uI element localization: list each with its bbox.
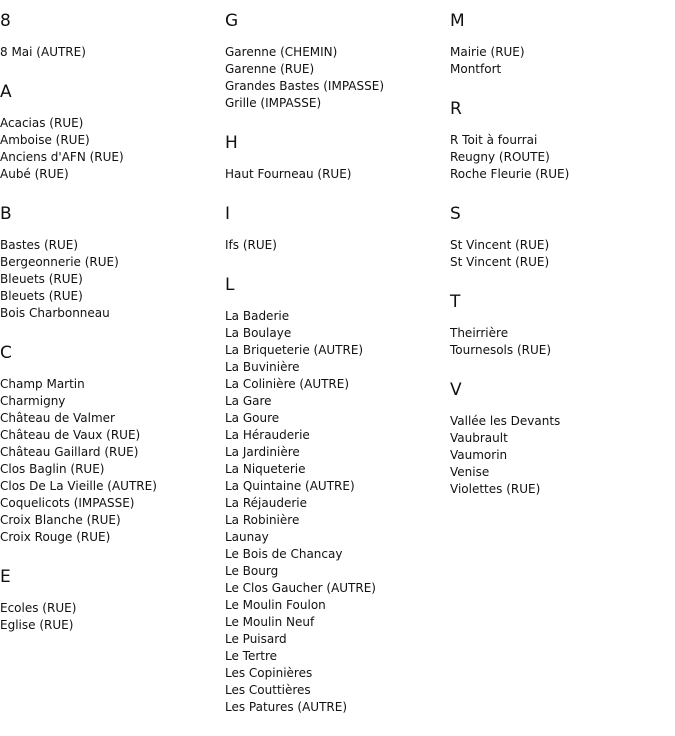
street-name: Grille (IMPASSE): [225, 96, 322, 110]
street-name: Vallée les Devants: [450, 414, 561, 428]
street-list: [0, 115, 225, 183]
street-name: Garenne (CHEMIN): [225, 45, 338, 59]
street-name: La Jardinière: [225, 445, 300, 459]
street-name: R Toit à fourrai: [450, 133, 538, 147]
street-name: La Robinière: [225, 513, 300, 527]
letter-group: [225, 274, 450, 716]
letter-group: [0, 203, 225, 322]
street-name: La Boulaye: [225, 326, 292, 340]
street-name: Les Patures (AUTRE): [225, 700, 348, 714]
street-name: Anciens d'AFN (RUE): [0, 150, 124, 164]
street-name: 8 Mai (AUTRE): [0, 45, 86, 59]
letter-heading: R: [450, 99, 462, 119]
letter-heading: B: [0, 204, 12, 224]
street-name: Reugny (ROUTE): [450, 150, 550, 164]
letter-heading: H: [225, 133, 238, 153]
letter-heading: V: [450, 380, 462, 400]
letter-group: [450, 203, 675, 271]
letter-group: [225, 132, 450, 183]
letter-heading: I: [225, 204, 231, 224]
street-list: [0, 44, 225, 61]
street-name: Le Moulin Neuf: [225, 615, 315, 629]
street-name: Aubé (RUE): [0, 167, 69, 181]
street-name: Le Bois de Chancay: [225, 547, 343, 561]
street-name: La Gare: [225, 394, 272, 408]
letter-group: [450, 379, 675, 498]
letter-group: [450, 291, 675, 359]
street-name: Les Copinières: [225, 666, 313, 680]
street-name: Le Moulin Foulon: [225, 598, 326, 612]
street-name: La Briqueterie (AUTRE): [225, 343, 364, 357]
letter-group: [450, 98, 675, 183]
street-name: Ifs (RUE): [225, 238, 277, 252]
street-list: [225, 44, 450, 112]
letter-group: [225, 203, 450, 254]
letter-heading: L: [225, 275, 235, 295]
letter-group: [450, 10, 675, 78]
street-name: Eglise (RUE): [0, 618, 74, 632]
street-name: Clos De La Vieille (AUTRE): [0, 479, 157, 493]
letter-heading: A: [0, 82, 12, 102]
street-index-column-2: [225, 10, 450, 736]
street-name: Le Puisard: [225, 632, 287, 646]
street-name: Le Clos Gaucher (AUTRE): [225, 581, 376, 595]
street-name: Les Couttières: [225, 683, 311, 697]
street-name: Château Gaillard (RUE): [0, 445, 139, 459]
street-name: Le Bourg: [225, 564, 279, 578]
letter-heading: C: [0, 343, 12, 363]
street-list: [225, 166, 450, 183]
street-name: Violettes (RUE): [450, 482, 541, 496]
street-list: [225, 308, 450, 716]
street-name: La Goure: [225, 411, 280, 425]
street-list: [450, 44, 675, 78]
street-name: Charmigny: [0, 394, 66, 408]
street-name: Mairie (RUE): [450, 45, 525, 59]
street-name: Launay: [225, 530, 269, 544]
letter-heading: M: [450, 11, 465, 31]
letter-heading: E: [0, 567, 11, 587]
street-name: Ecoles (RUE): [0, 601, 77, 615]
letter-heading: T: [450, 292, 461, 312]
street-list: [0, 600, 225, 634]
street-name: Bleuets (RUE): [0, 272, 83, 286]
street-name: Vaubrault: [450, 431, 508, 445]
street-name: Croix Rouge (RUE): [0, 530, 111, 544]
street-name: Montfort: [450, 62, 502, 76]
street-name: Bois Charbonneau: [0, 306, 110, 320]
street-name: La Quintaine (AUTRE): [225, 479, 355, 493]
letter-group: [0, 566, 225, 634]
street-list: [0, 376, 225, 546]
letter-heading: S: [450, 204, 461, 224]
street-name: Roche Fleurie (RUE): [450, 167, 570, 181]
street-name: Champ Martin: [0, 377, 85, 391]
letter-group: [225, 10, 450, 112]
street-list: [450, 413, 675, 498]
street-name: St Vincent (RUE): [450, 238, 550, 252]
street-name: Garenne (RUE): [225, 62, 315, 76]
street-name: Bleuets (RUE): [0, 289, 83, 303]
street-name: La Baderie: [225, 309, 290, 323]
letter-heading: 8: [0, 11, 11, 31]
street-name: Grandes Bastes (IMPASSE): [225, 79, 384, 93]
street-name: La Colinière (AUTRE): [225, 377, 350, 391]
street-name: Vaumorin: [450, 448, 508, 462]
letter-heading: G: [225, 11, 239, 31]
street-list: [0, 237, 225, 322]
street-name: La Hérauderie: [225, 428, 310, 442]
street-name: Theirrière: [450, 326, 509, 340]
street-name: La Niqueterie: [225, 462, 306, 476]
street-name: Haut Fourneau (RUE): [225, 167, 352, 181]
street-name: Acacias (RUE): [0, 116, 84, 130]
street-name: La Réjauderie: [225, 496, 307, 510]
street-name: Tournesols (RUE): [450, 343, 552, 357]
letter-group: [0, 342, 225, 546]
street-name: Bergeonnerie (RUE): [0, 255, 119, 269]
street-name: La Buvinière: [225, 360, 300, 374]
street-index-column-3: [450, 10, 675, 518]
street-name: Château de Valmer: [0, 411, 115, 425]
street-name: Amboise (RUE): [0, 133, 90, 147]
street-name: Venise: [450, 465, 490, 479]
street-list: [450, 325, 675, 359]
street-name: Le Tertre: [225, 649, 278, 663]
street-name: Château de Vaux (RUE): [0, 428, 141, 442]
street-list: [450, 237, 675, 271]
street-name: Croix Blanche (RUE): [0, 513, 121, 527]
street-list: [225, 237, 450, 254]
street-list: [450, 132, 675, 183]
street-name: Coquelicots (IMPASSE): [0, 496, 135, 510]
street-index-column-1: [0, 10, 225, 654]
letter-group: [0, 81, 225, 183]
street-name: St Vincent (RUE): [450, 255, 550, 269]
letter-group: [0, 10, 225, 61]
street-name: Clos Baglin (RUE): [0, 462, 105, 476]
street-name: Bastes (RUE): [0, 238, 79, 252]
